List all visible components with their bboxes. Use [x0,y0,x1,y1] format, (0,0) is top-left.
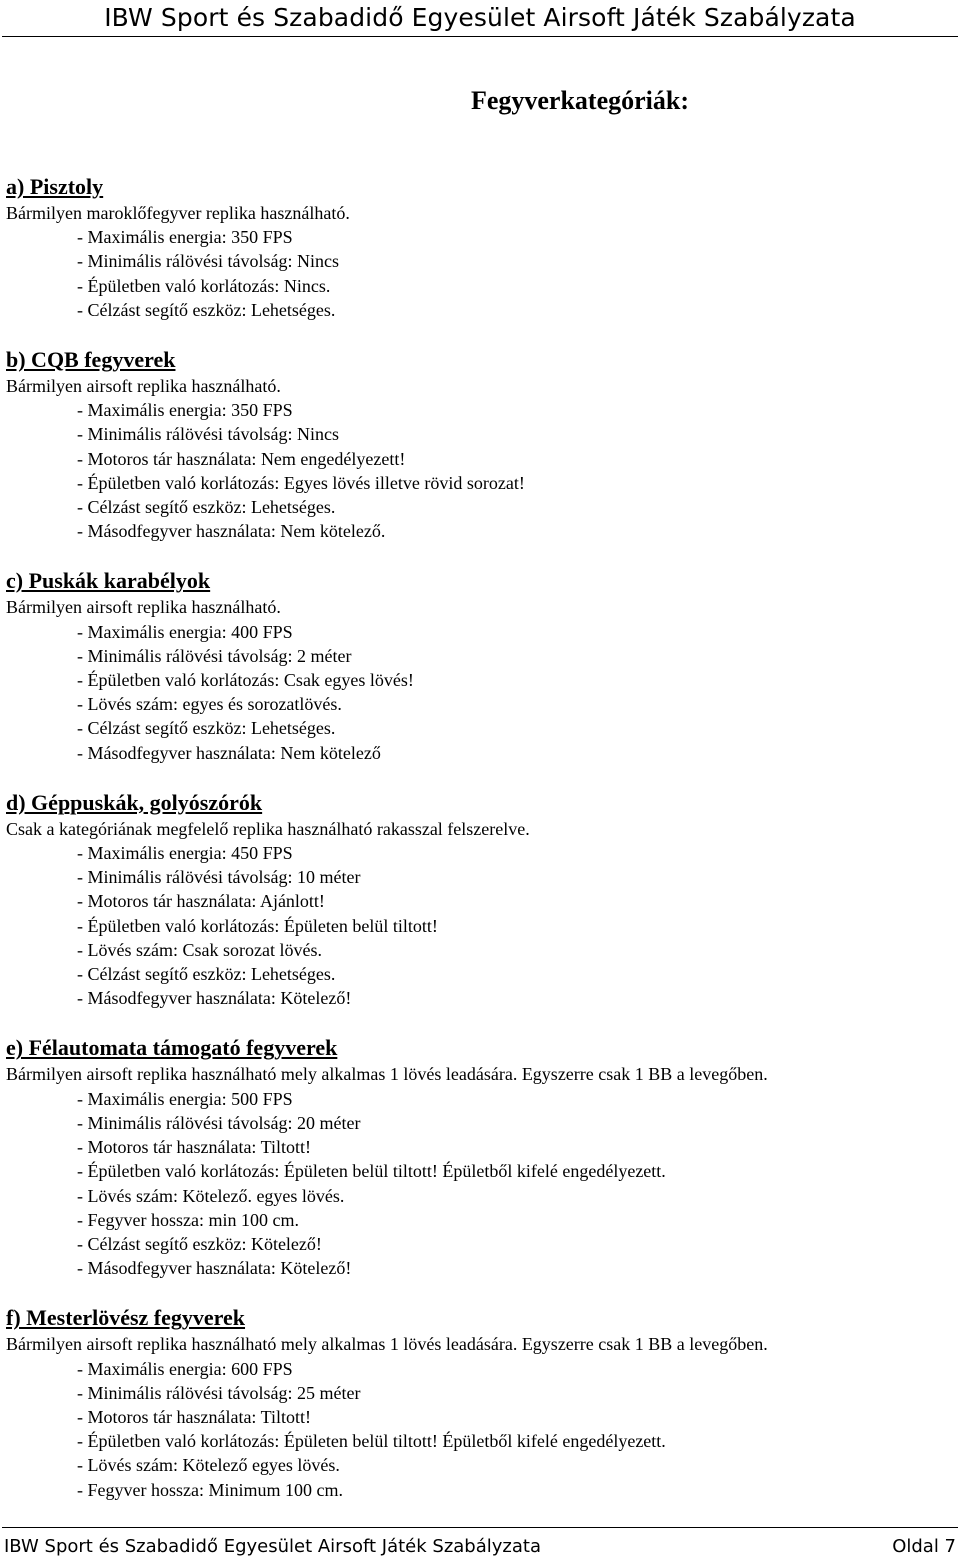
rule-item: - Maximális energia: 350 FPS [77,400,293,421]
rule-item: - Minimális rálövési távolság: 2 méter [77,645,352,666]
section-title: c) Puskák karabélyok [6,568,211,594]
rule-item: - Célzást segítő eszköz: Lehetséges. [77,718,336,739]
rule-item: - Épületben való korlátozás: Épületen belül tiltott! Épületből kifelé engedélyezett. [77,1431,666,1452]
rule-item: - Maximális energia: 350 FPS [77,227,293,248]
rule-item: - Célzást segítő eszköz: Kötelező! [77,1233,322,1254]
section-title: a) Pisztoly [6,174,104,199]
section-intro: Csak a kategóriának megfelelő replika használható rakasszal felszerelve. [6,818,530,839]
footer-title: IBW Sport és Szabadidő Egyesület Airsoft Játék Szabályzata [4,1536,541,1557]
section-intro: Bármilyen airsoft replika használható mely alkalmas 1 lövés leadására. Egyszerre csak 1 BB a levegőben. [6,1064,768,1085]
rule-item: - Motoros tár használata: Tiltott! [77,1406,311,1427]
rule-item: - Motoros tár használata: Ajánlott! [77,891,325,912]
header-divider [2,36,958,37]
rule-item: - Épületben való korlátozás: Egyes lövés illetve rövid sorozat! [77,472,525,493]
section-title: b) CQB fegyverek [6,347,176,373]
rule-item: - Másodfegyver használata: Nem kötelező. [77,521,386,542]
rule-item: - Motoros tár használata: Nem engedélyezett! [77,448,406,469]
rule-item: - Minimális rálövési távolság: 10 méter [77,867,361,888]
section-title: f) Mesterlövész fegyverek [6,1305,246,1331]
section-mesterlovesz-fegyverek [6,1304,946,1501]
rule-item: - Minimális rálövési távolság: 25 méter [77,1382,361,1403]
rule-item: - Épületben való korlátozás: Nincs. [77,275,331,296]
rule-item: - Épületben való korlátozás: Épületen belül tiltott! Épületből kifelé engedélyezett. [77,1161,666,1182]
rule-item: - Fegyver hossza: Minimum 100 cm. [77,1479,343,1500]
rule-item: - Lövés szám: Kötelező egyes lövés. [77,1455,340,1476]
rule-item: - Célzást segítő eszköz: Lehetséges. [77,964,336,985]
footer-divider [2,1527,958,1528]
rule-item: - Maximális energia: 500 FPS [77,1088,293,1109]
section-intro: Bármilyen airsoft replika használható. [6,376,281,397]
rule-item: - Másodfegyver használata: Kötelező! [77,988,352,1009]
rule-item: - Maximális energia: 450 FPS [77,843,293,864]
rule-item: - Másodfegyver használata: Nem kötelező [77,742,381,763]
section-cqb-fegyverek [6,346,946,543]
section-geppuskak-golyoszorok [6,789,946,1011]
rule-item: - Célzást segítő eszköz: Lehetséges. [77,299,336,320]
rule-item: - Fegyver hossza: min 100 cm. [77,1209,299,1230]
section-intro: Bármilyen airsoft replika használható mely alkalmas 1 lövés leadására. Egyszerre csak 1 BB a levegőben. [6,1334,768,1355]
section-intro: Bármilyen maroklőfegyver replika használható. [6,203,350,223]
page-number: Oldal 7 [892,1536,956,1557]
section-title: d) Géppuskák, golyószórók [6,789,263,815]
rule-item: - Lövés szám: Kötelező. egyes lövés. [77,1185,345,1206]
rule-item: - Lövés szám: egyes és sorozatlövés. [77,694,342,715]
page-title: Fegyverkategóriák: [470,86,690,115]
rule-item: - Épületben való korlátozás: Csak egyes lövés! [77,670,414,691]
section-puskak-karabelyok [6,567,946,764]
document-body [6,173,946,1526]
header-title: IBW Sport és Szabadidő Egyesület Airsoft Játék Szabályzata [104,3,856,32]
rule-item: - Másodfegyver használata: Kötelező! [77,1258,352,1279]
rule-item: - Épületben való korlátozás: Épületen belül tiltott! [77,915,438,936]
rule-item: - Minimális rálövési távolság: Nincs [77,424,339,445]
page-footer [0,1524,960,1563]
section-title: e) Félautomata támogató fegyverek [6,1035,338,1061]
section-pisztoly [6,173,946,322]
rule-item: - Motoros tár használata: Tiltott! [77,1137,311,1158]
rule-item: - Célzást segítő eszköz: Lehetséges. [77,497,336,518]
rule-item: - Minimális rálövési távolság: 20 méter [77,1112,361,1133]
section-felautomata-tamogato [6,1034,946,1280]
rule-item: - Maximális energia: 600 FPS [77,1358,293,1379]
rule-item: - Maximális energia: 400 FPS [77,621,293,642]
page-header [0,0,960,40]
rule-item: - Lövés szám: Csak sorozat lövés. [77,939,322,960]
section-intro: Bármilyen airsoft replika használható. [6,597,281,618]
rule-item: - Minimális rálövési távolság: Nincs [77,251,339,272]
